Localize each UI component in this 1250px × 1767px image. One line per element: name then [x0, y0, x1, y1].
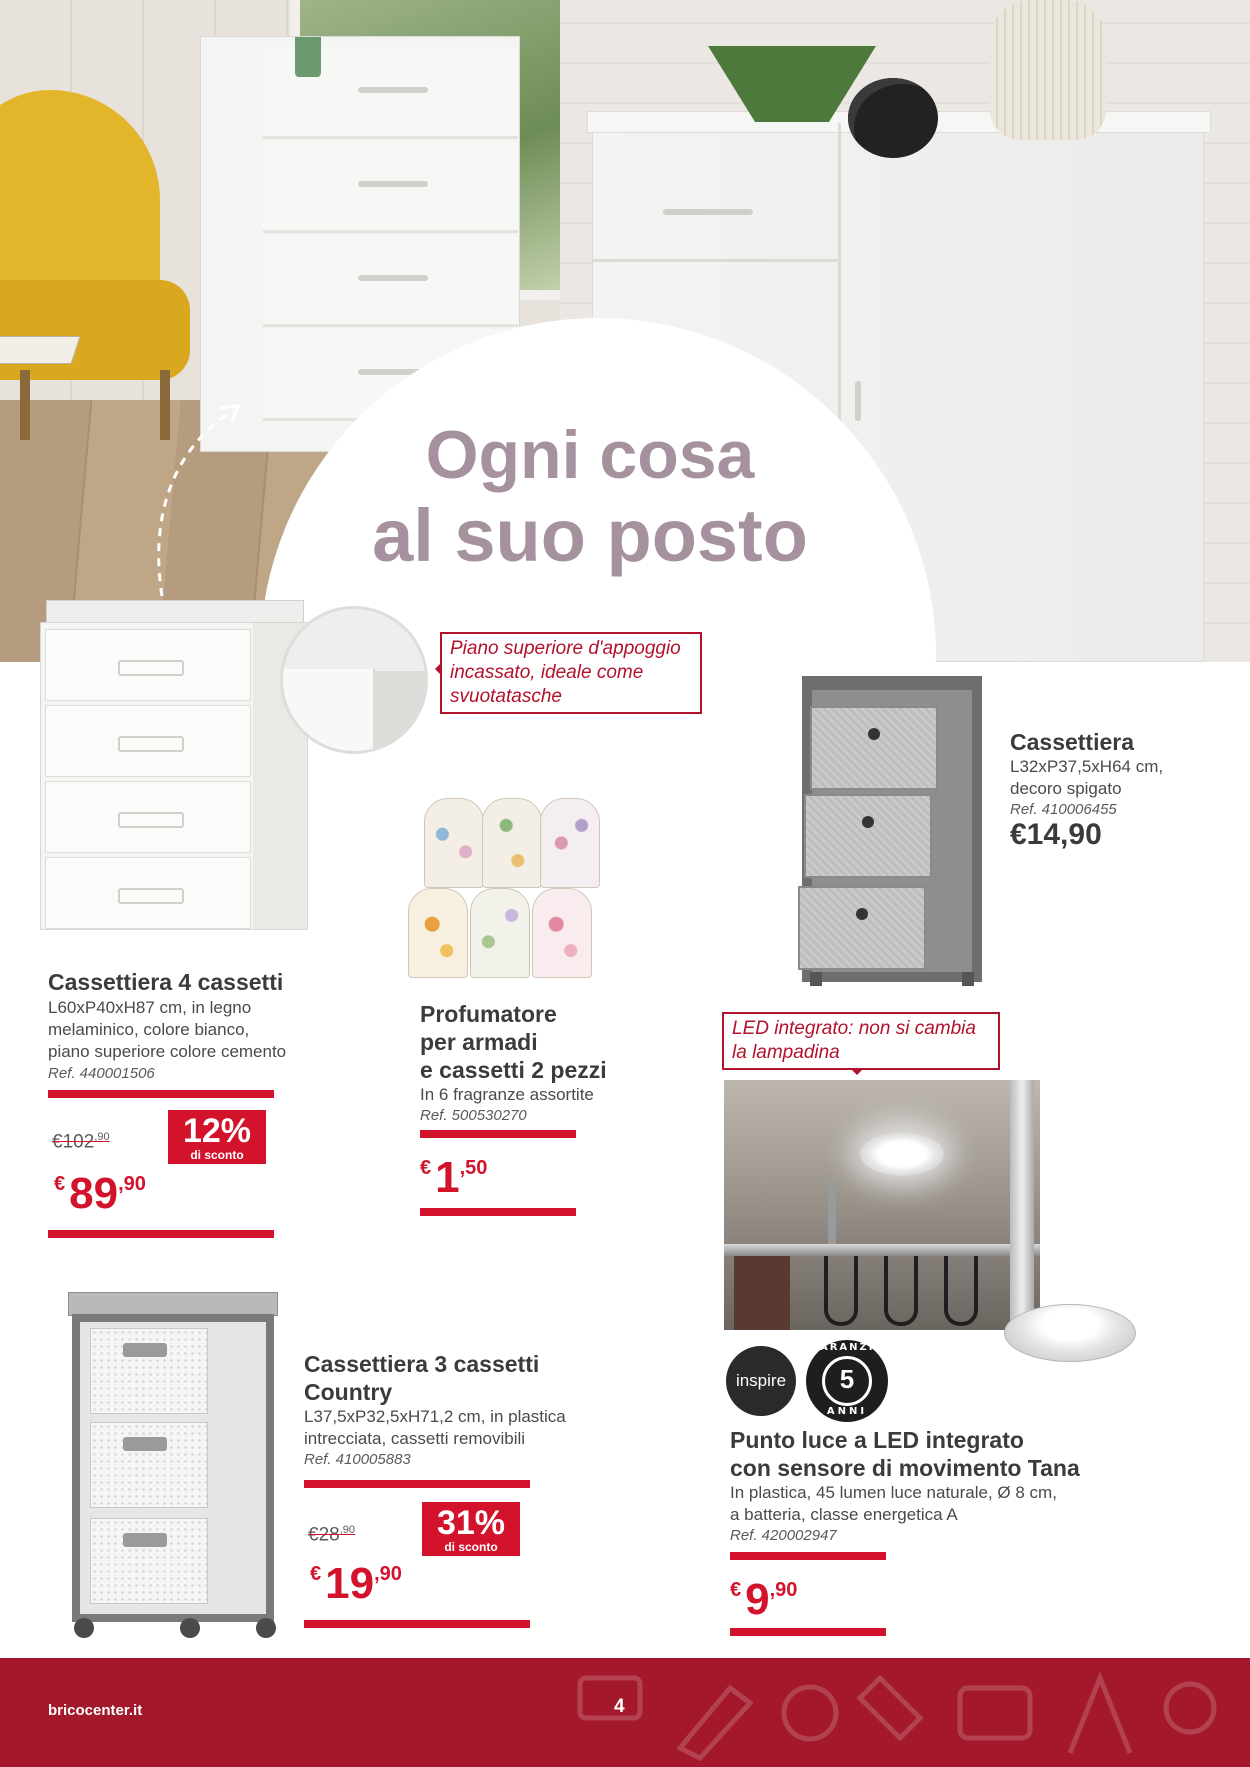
callout-top-surface: Piano superiore d'appoggio incassato, ideale come svuotatasche [440, 632, 702, 714]
page-headline [300, 416, 880, 578]
led-lamp [860, 1132, 944, 1176]
warranty-badge: GARANZIA 5 ANNI [806, 1340, 888, 1422]
page-number: 4 [614, 1696, 625, 1717]
cassettiera-country-image [68, 1292, 278, 1644]
price-divider [730, 1628, 886, 1636]
footer-website[interactable]: bricocenter.it [48, 1702, 143, 1719]
price-divider [730, 1552, 886, 1560]
headline-line-1: Ogni cosa [425, 417, 755, 493]
profumatore-sachets-image [408, 798, 608, 992]
price: €14,90 [1010, 818, 1102, 851]
open-book [0, 336, 81, 364]
led-closet-photo [724, 1080, 1040, 1330]
green-mug [295, 37, 321, 77]
product-description: In plastica, 45 lumen luce naturale, Ø 8 cm, a batteria, classe energetica A [730, 1483, 1057, 1524]
price: €19,90 [310, 1559, 402, 1608]
discount-badge: 12% di sconto [168, 1110, 266, 1164]
price-divider [48, 1230, 274, 1238]
price-divider [304, 1480, 530, 1488]
cassettiera-grigia-image [790, 676, 986, 988]
price-divider [420, 1130, 576, 1138]
product-description: In 6 fragranze assortite [420, 1085, 594, 1104]
price: €1,50 [420, 1153, 488, 1202]
discount-badge: 31% di sconto [422, 1502, 520, 1556]
price: €9,90 [730, 1575, 798, 1624]
product-title: Cassettiera 3 cassetti Country [304, 1351, 540, 1405]
tools-pattern-icon [560, 1658, 1250, 1767]
product-description: L60xP40xH87 cm, in legno melaminico, colore bianco, piano superiore colore cemento [48, 998, 287, 1061]
old-price: $€102^{,90}$ [52, 1131, 110, 1153]
yellow-armchair [0, 90, 200, 420]
white-vase [990, 0, 1106, 140]
dashed-arrow-icon [150, 400, 250, 600]
product-title: Cassettiera [1010, 729, 1135, 755]
price: €89,90 [54, 1169, 146, 1218]
product-ref: Ref. 500530270 [420, 1107, 527, 1124]
led-puck-product [1004, 1304, 1136, 1362]
inspire-logo: inspire [726, 1346, 796, 1416]
product-description: L32xP37,5xH64 cm, decoro spigato [1010, 757, 1164, 798]
price-divider [48, 1090, 274, 1098]
product-title: Profumatore per armadi e cassetti 2 pezzi [420, 1001, 607, 1083]
product-ref: Ref. 410006455 [1010, 801, 1117, 818]
decor-sphere [848, 78, 938, 158]
cassettiera-4-cassetti-image [40, 600, 312, 932]
callout-led: LED integrato: non si cambia la lampadina [722, 1012, 1000, 1070]
product-ref: Ref. 410005883 [304, 1451, 411, 1468]
old-price: $€28^{,90}$ [308, 1524, 355, 1546]
headline-line-2: al suo posto [372, 494, 808, 577]
product-title: Cassettiera 4 cassetti [48, 969, 284, 995]
price-divider [420, 1208, 576, 1216]
product-description: L37,5xP32,5xH71,2 cm, in plastica intrecciata, cassetti removibili [304, 1407, 566, 1448]
product-title: Punto luce a LED integrato con sensore di movimento Tana [730, 1427, 1080, 1481]
top-detail-zoom [280, 606, 428, 754]
footer-bar [0, 1658, 1250, 1767]
product-ref: Ref. 420002947 [730, 1527, 837, 1544]
price-divider [304, 1620, 530, 1628]
product-ref: Ref. 440001506 [48, 1065, 155, 1082]
